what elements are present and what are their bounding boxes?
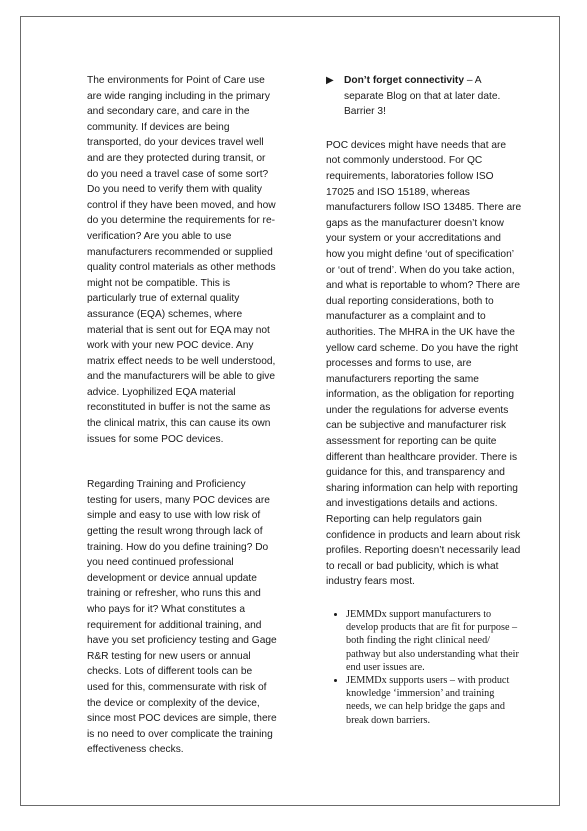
left-column [87,73,277,758]
connectivity-detail: – A separate Blog on that at later date. Barrier 3! [344,75,501,118]
spacer [326,590,522,608]
connectivity-note [326,73,522,120]
arrow-bullet-icon: ▶ [326,75,334,86]
connectivity-text [344,73,522,120]
connectivity-heading: Don’t forget connectivity [344,75,464,86]
jemmdx-bullet-list [326,608,522,727]
right-column [326,73,522,727]
list-item: • JEMMDx supports users – with product knowledge ‘immersion’ and training needs, we can help bridge the gaps and break down barriers. [346,674,522,727]
spacer [87,447,277,477]
spacer [326,120,522,138]
paragraph-environments: The environments for Point of Care use are wide ranging including in the primary and secondary care, and care in the community. If devices are being transported, do your devices travel well and are they protected during transit, or do you need a travel case of some sort? Do you need to verify them with quality control if they have been moved, and how do you determine the requirements for re-verification? Are you able to use manufacturers recommended or supplied quality control materials as other methods might not be compatible. This is particularly true of external quality assurance (EQA) schemes, where material that is sent out for EQA may not work with your new POC device. Any matrix effect needs to be well understood, and the manufacturers will be able to give advice. Lyophilized EQA material reconstituted in buffer is not the same as the clinical matrix, this can cause its own issues for some POC devices. [87,75,276,445]
document-page [20,16,560,806]
list-item: • JEMMDx support manufacturers to develop products that are fit for purpose – both finding the right clinical need/ pathway but also understanding what their end user issues are. [346,608,522,674]
paragraph-poc-needs: POC devices might have needs that are not commonly understood. For QC requirements, laboratories follow ISO 17025 and ISO 15189, whereas manufacturers follow ISO 13485. There are gaps as the manufacturer doesn’t know your system or your accreditations and how you might define ‘out of specification’ or ‘out of trend’. When do you take action, and what is reportable to whom? There are dual reporting considerations, both to manufacturer as a complaint and to authorities. The MHRA in the UK have the yellow card scheme. Do you have the right processes and forms to use, are manufacturers reporting the same information, as the obligation for reporting under the regulations for adverse events can be subjective and manufacturer risk assessment for reporting can be quite different than healthcare provider. There is guidance for this, and transparency and sharing information can help with reporting and investigations details and actions. Reporting can help regulators gain confidence in products and learn about risk profiles. Reporting doesn’t necessarily lead to recall or bad publicity, which is what industry fears most. [326,139,522,588]
paragraph-training: Regarding Training and Proficiency testing for users, many POC devices are simple and easy to use with low risk of getting the result wrong through lack of training. How do you define training? Do you need continued professional development or device annual update training or refresher, who runs this and who pays for it? What constitutes a requirement for additional training, and have you set proficiency testing and Gage R&R testing for new users or annual checks. Lots of different tools can be used for this, commensurate with risk of the device or complexity of the device, since most POC devices are simple, there is no need to over complicate the training effectiveness checks. [87,479,277,756]
